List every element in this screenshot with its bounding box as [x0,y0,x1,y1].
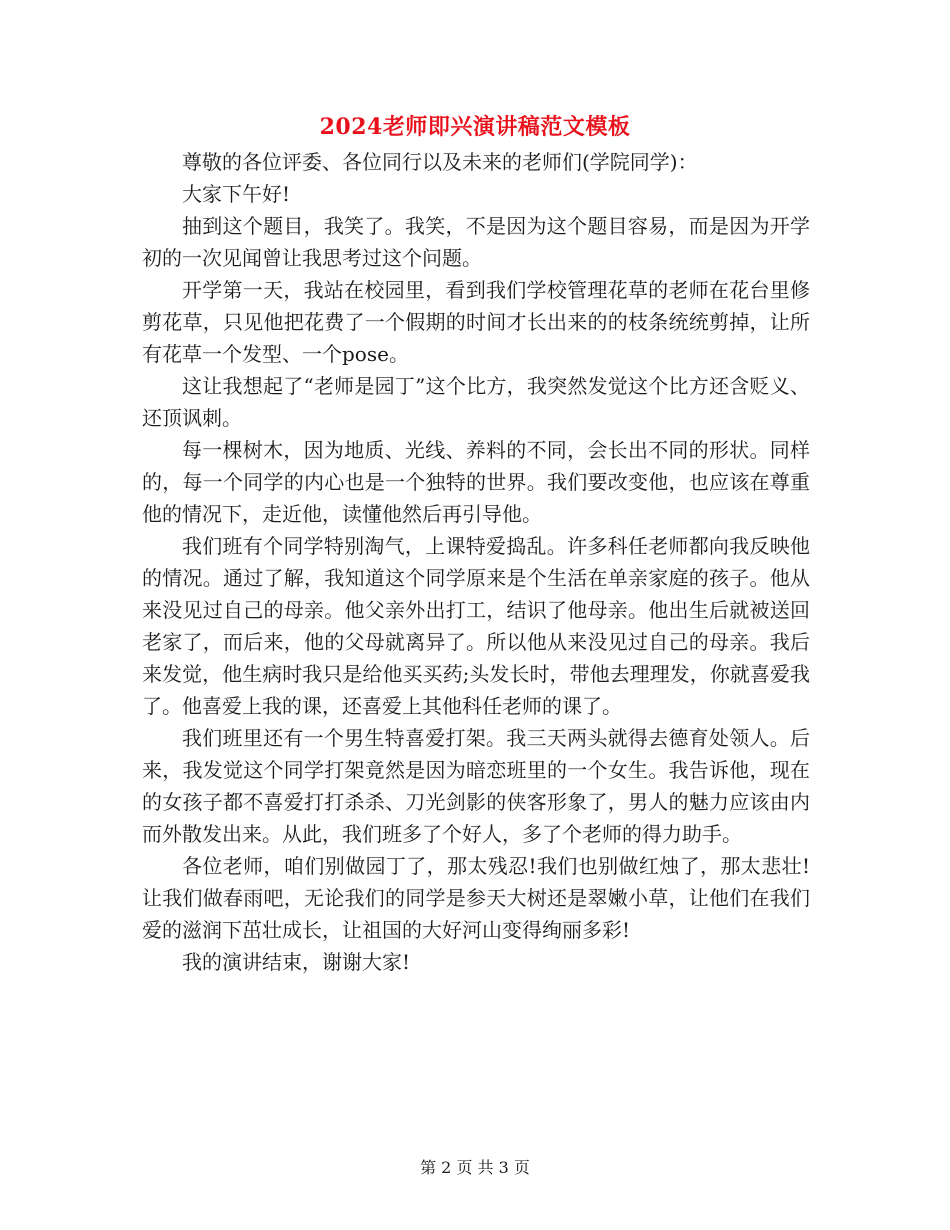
paragraph: 我们班有个同学特别淘气，上课特爱捣乱。许多科任老师都向我反映他的情况。通过了解，我知道这个同学原来是个生活在单亲家庭的孩子。他从来没见过自己的母亲。他父亲外出打工，结识了他母亲。他出生后就被送回老家了，而后来，他的父母就离异了。所以他从来没见过自己的母亲。我后来发觉，他生病时我只是给他买买药;头发长时，带他去理理发，你就喜爱我了。他喜爱上我的课，还喜爱上其他科任老师的课了。 [142,534,810,718]
paragraph: 各位老师，咱们别做园丁了，那太残忍!我们也别做红烛了，那太悲壮!让我们做春雨吧，无论我们的同学是参天大树还是翠嫩小草，让他们在我们爱的滋润下茁壮成长，让祖国的大好河山变得绚丽多彩! [142,854,810,942]
paragraph: 开学第一天，我站在校园里，看到我们学校管理花草的老师在花台里修剪花草，只见他把花费了一个假期的时间才长出来的的枝条统统剪掉，让所有花草一个发型、一个pose。 [142,278,810,366]
paragraph: 这让我想起了“老师是园丁”这个比方，我突然发觉这个比方还含贬义、还顶讽刺。 [142,374,810,430]
paragraph: 我们班里还有一个男生特喜爱打架。我三天两头就得去德育处领人。后来，我发觉这个同学打架竟然是因为暗恋班里的一个女生。我告诉他，现在的女孩子都不喜爱打打杀杀、刀光剑影的侠客形象了，男人的魅力应该由内而外散发出来。从此，我们班多了个好人，多了个老师的得力助手。 [142,726,810,846]
paragraph-salutation: 尊敬的各位评委、各位同行以及未来的老师们(学院同学)： [182,150,698,174]
document-body [142,146,810,978]
document-title: 2024老师即兴演讲稿范文模板 [319,114,631,140]
paragraph-greeting: 大家下午好! [182,182,291,206]
page-number-footer: 第 2 页 共 3 页 [420,1158,530,1177]
paragraph: 抽到这个题目，我笑了。我笑，不是因为这个题目容易，而是因为开学初的一次见闻曾让我思考过这个问题。 [142,214,810,270]
paragraph-closing: 我的演讲结束，谢谢大家! [182,950,411,974]
paragraph: 每一棵树木，因为地质、光线、养料的不同，会长出不同的形状。同样的，每一个同学的内心也是一个独特的世界。我们要改变他，也应该在尊重他的情况下，走近他，读懂他然后再引导他。 [142,438,810,526]
